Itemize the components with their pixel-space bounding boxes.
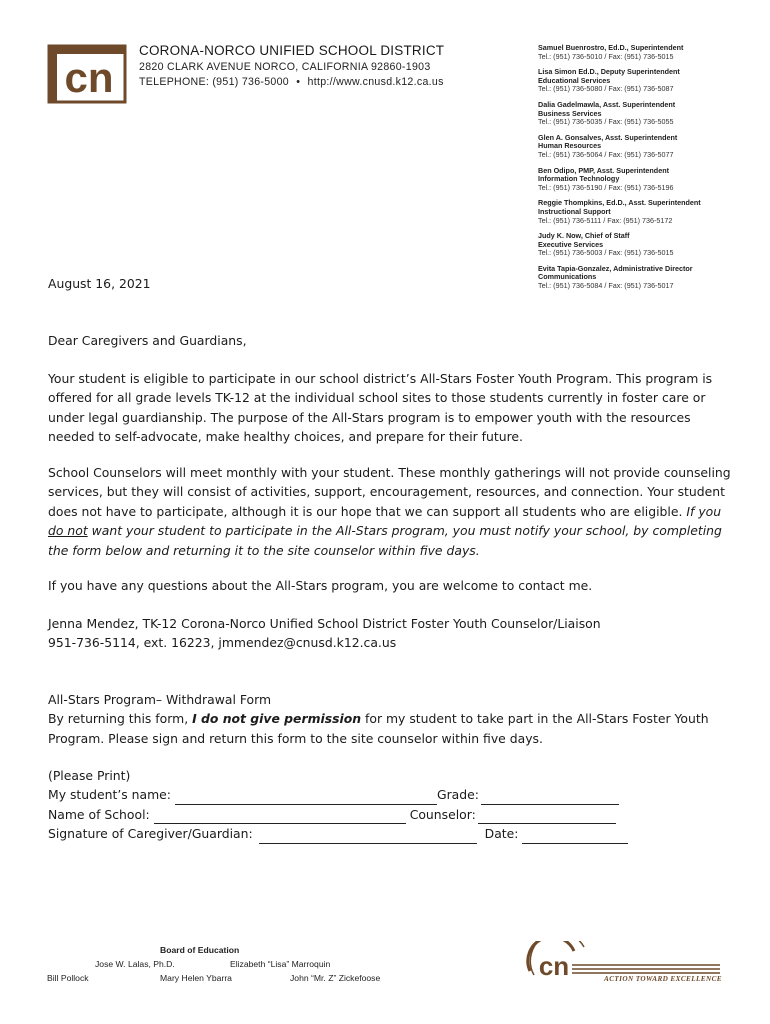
district-address: 2820 CLARK AVENUE NORCO, CALIFORNIA 92860-1903 [139, 61, 431, 73]
paragraph-counselors-text: School Counselors will meet monthly with your student. These monthly gatherings will not provide counseling services, but they will consist of activities, support, encouragement, resources, and connection. Your student does not have to participate, although it is our hope that we can support all students who are eligible. [48, 465, 731, 519]
signature-label: Signature of Caregiver/Guardian: [48, 826, 253, 842]
date-label: Date: [484, 826, 519, 842]
district-logo [45, 42, 129, 106]
school-field[interactable] [154, 810, 406, 824]
board-member: Bill Pollock [47, 973, 89, 983]
staff-role: Dalia Gadelmawla, Asst. Superintendent Business Services [538, 99, 676, 118]
student-name-label: My student’s name: [48, 787, 171, 803]
signature-row [48, 824, 738, 843]
staff-role: Evita Tapia-Gonzalez, Administrative Director Communications [538, 263, 693, 282]
opt-out-notice: If you do not want your student to participate in the All-Stars program, you must notify your school, by completing the form below and returning it to the site counselor within five days. [48, 503, 722, 558]
motto: ACTION TOWARD EXCELLENCE [604, 975, 722, 983]
school-row [48, 805, 738, 824]
paragraph-questions: If you have any questions about the All-Stars program, you are welcome to contact me. [48, 578, 593, 593]
paragraph-program: Your student is eligible to participate in our school district’s All-Stars Foster Youth Program. This program is offered for all grade levels TK-12 at the individual school sites to those students currently in foster care or under legal guardianship. The purpose of the All-Stars program is to empower youth with the resources needed to self-advocate, make healthy choices, and prepare for their future. [48, 371, 713, 445]
contact-phone-email[interactable]: 951-736-5114, ext. 16223, jmmendez@cnusd.k12.ca.us [48, 635, 397, 651]
staff-role: Judy K. Now, Chief of Staff Executive Services [538, 231, 630, 249]
grade-label: Grade: [436, 787, 479, 803]
board-member: Mary Helen Ybarra [160, 973, 232, 983]
district-header [139, 43, 444, 88]
staff-phone: Tel.: (951) 736-5111 / Fax: (951) 736-5172 [538, 215, 673, 225]
staff-phone: Tel.: (951) 736-5064 / Fax: (951) 736-5077 [538, 149, 674, 159]
board-member: Elizabeth “Lisa” Marroquin [230, 959, 331, 969]
board-title: Board of Education [160, 945, 240, 955]
no-permission-emphasis: I do not give permission [192, 711, 362, 727]
counselor-label: Counselor: [409, 806, 476, 822]
staff-entry [538, 167, 763, 193]
footer-logo-lettering: cn [538, 951, 570, 981]
staff-role: Lisa Simon Ed.D., Deputy Superintendent Educational Services [538, 67, 680, 85]
bullet-separator: • [296, 76, 301, 88]
district-contact [139, 76, 444, 88]
staff-phone: Tel.: (951) 736-5003 / Fax: (951) 736-5015 [538, 248, 674, 258]
staff-role: Ben Odipo, PMP, Asst. Superintendent Information Technology [538, 165, 669, 184]
contact-block [48, 614, 738, 653]
grade-field[interactable] [481, 791, 619, 805]
staff-phone: Tel.: (951) 736-5080 / Fax: (951) 736-5087 [538, 84, 674, 94]
staff-phone: Tel.: (951) 736-5084 / Fax: (951) 736-5017 [538, 281, 674, 291]
district-website[interactable]: http://www.cnusd.k12.ca.us [307, 76, 444, 88]
contact-name: Jenna Mendez, TK-12 Corona-Norco Unified School District Foster Youth Counselor/Liaison [48, 616, 601, 631]
withdrawal-form-fields [48, 766, 738, 844]
paragraph-counselors [48, 463, 738, 560]
district-name: CORONA-NORCO UNIFIED SCHOOL DISTRICT [139, 43, 445, 58]
staff-entry [538, 44, 763, 61]
print-note: (Please Print) [48, 768, 131, 783]
staff-entry [538, 68, 763, 94]
staff-role: Glen A. Gonsalves, Asst. Superintendent Human Resources [538, 132, 678, 151]
staff-phone: Tel.: (951) 736-5190 / Fax: (951) 736-5196 [538, 182, 674, 192]
staff-entry [538, 232, 763, 258]
school-label: Name of School: [48, 806, 150, 822]
board-member: John “Mr. Z” Zickefoose [290, 973, 381, 983]
letter-salutation: Dear Caregivers and Guardians, [48, 333, 247, 348]
date-field[interactable] [522, 830, 628, 844]
staff-entry [538, 134, 763, 160]
staff-entry [538, 199, 763, 225]
form-instructions: By returning this form, I do not give permission for my student to take part in the All-Stars Foster Youth Program. Please sign and return this form to the site counselor within five days. [48, 711, 709, 746]
district-telephone: TELEPHONE: (951) 736-5000 [139, 76, 289, 88]
student-name-field[interactable] [175, 791, 437, 805]
board-member: Jose W. Lalas, Ph.D. [95, 959, 175, 969]
staff-entry [538, 101, 763, 127]
signature-field[interactable] [259, 830, 477, 844]
student-row [48, 785, 738, 804]
staff-phone: Tel.: (951) 736-5035 / Fax: (951) 736-5055 [538, 117, 674, 127]
logo-lettering: cn [64, 54, 114, 101]
form-title: All-Stars Program– Withdrawal Form [48, 692, 272, 707]
counselor-field[interactable] [478, 810, 616, 824]
withdrawal-form-intro [48, 690, 738, 748]
letter-date: August 16, 2021 [48, 276, 151, 291]
staff-phone: Tel.: (951) 736-5010 / Fax: (951) 736-5015 [538, 51, 674, 61]
do-not-emphasis: do not [48, 523, 88, 539]
staff-directory [538, 44, 763, 298]
staff-role: Reggie Thompkins, Ed.D., Asst. Superintendent Instructional Support [538, 198, 701, 216]
staff-role: Samuel Buenrostro, Ed.D., Superintendent [538, 43, 684, 52]
